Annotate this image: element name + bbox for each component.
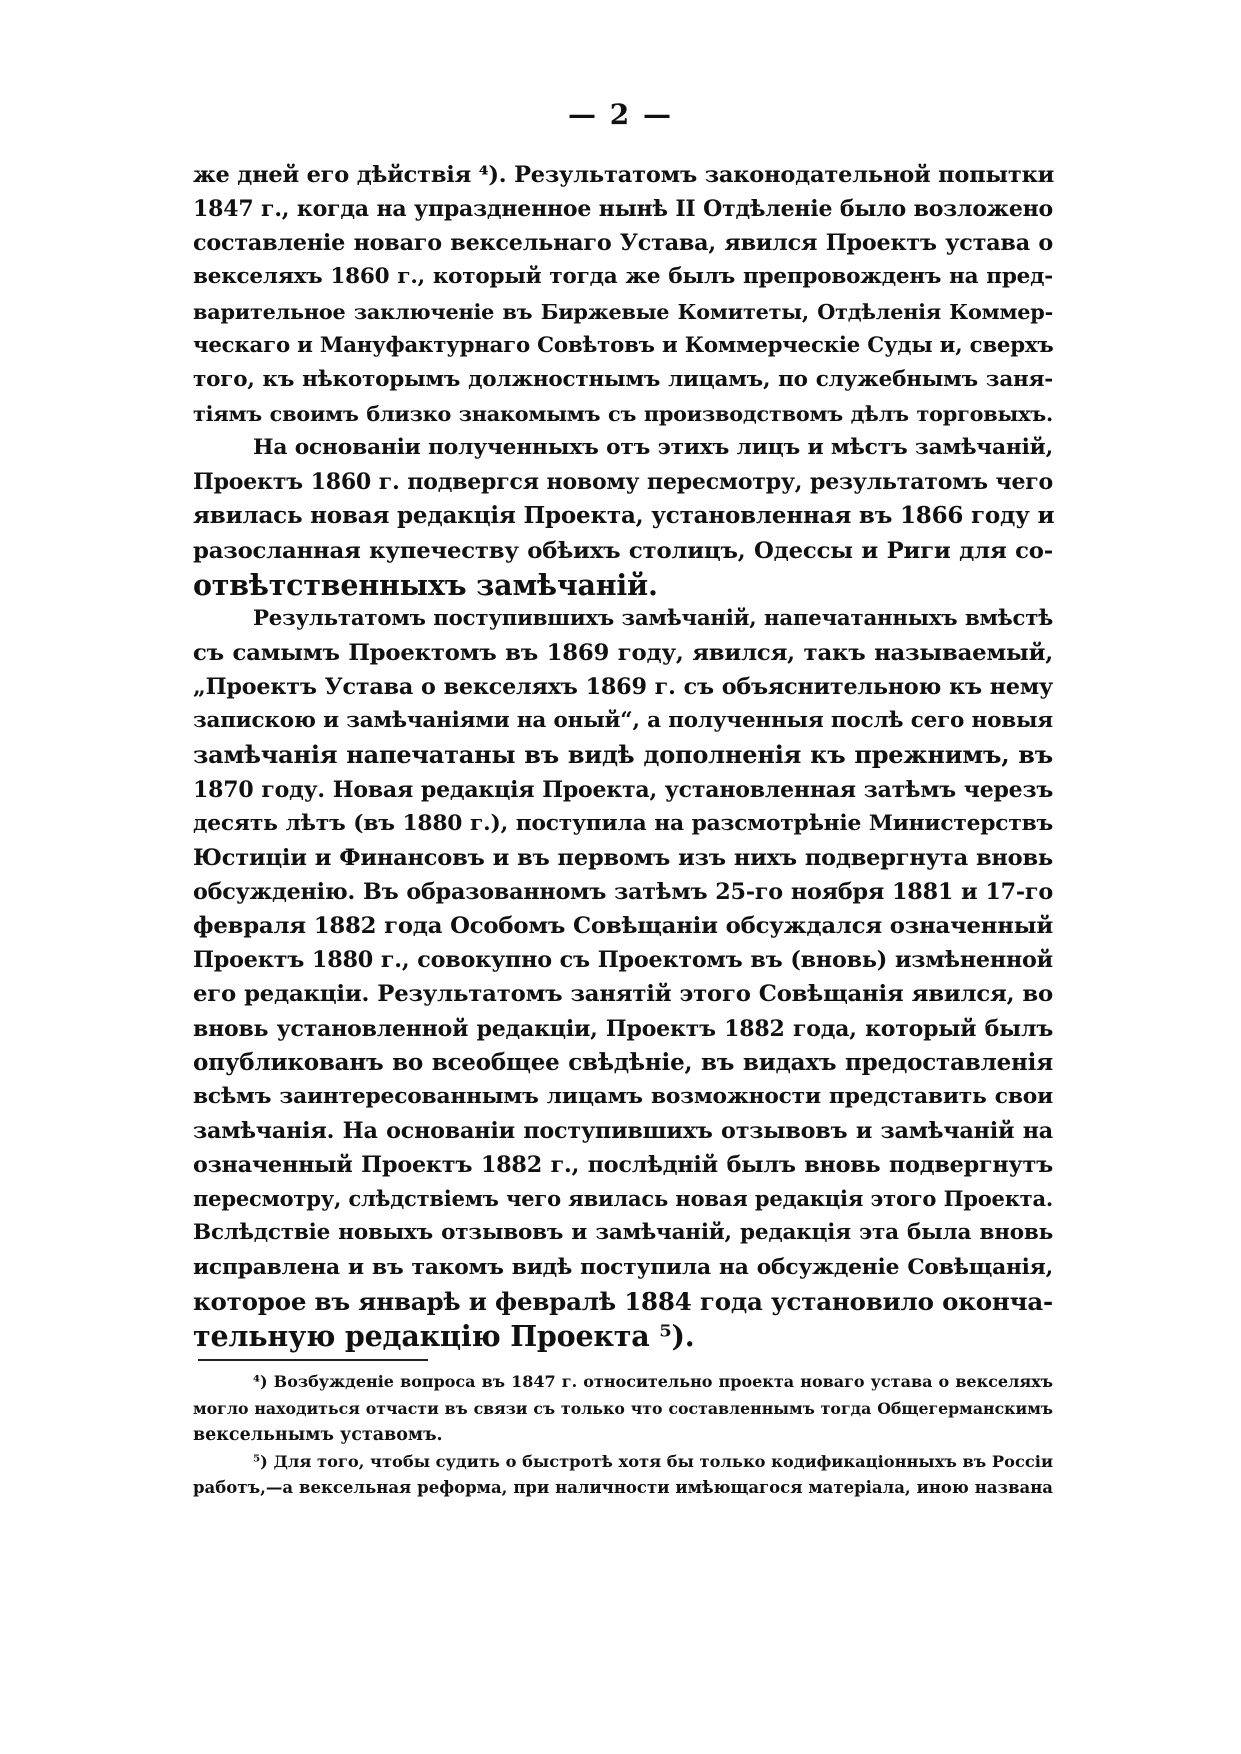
footnote-line: могло находиться отчасти въ связи съ только что составленнымъ тогда Общегерманскимъ: [193, 1398, 1053, 1418]
text-line: „Проектъ Устава о векселяхъ 1869 г. съ объяснительною къ нему: [193, 674, 1053, 701]
paragraph-start-line: Результатомъ поступившихъ замѣчаній, напечатанныхъ вмѣстѣ: [253, 605, 1053, 631]
footnotes: [193, 1369, 1053, 1502]
page-number: — 2 —: [568, 98, 673, 131]
text-line: того, къ нѣкоторымъ должностнымъ лицамъ, по служебнымъ заня-: [193, 366, 1053, 392]
text-line: его редакціи. Результатомъ занятій этого Совѣщанія явился, во: [193, 981, 1053, 1008]
text-line: вновь установленной редакціи, Проектъ 1882 года, который былъ: [193, 1015, 1053, 1042]
text-line: 1847 г., когда на упраздненное нынѣ II Отдѣленіе было возложено: [193, 196, 1053, 223]
footnote-line: ⁵) Для того, чтобы судить о быстротѣ хотя бы только кодификаціонныхъ въ Россіи: [253, 1451, 1054, 1471]
text-line: обсужденію. Въ образованномъ затѣмъ 25-го ноября 1881 и 17-го: [193, 878, 1053, 905]
body-text: [193, 158, 1053, 1353]
text-line: всѣмъ заинтересованнымъ лицамъ возможности представить свои: [193, 1083, 1053, 1109]
text-line: Юстиціи и Финансовъ и въ первомъ изъ нихъ подвергнута вновь: [193, 844, 1053, 871]
text-line: пересмотру, слѣдствіемъ чего явилась новая редакція этого Проекта.: [193, 1186, 1053, 1212]
text-line: 1870 году. Новая редакція Проекта, установленная затѣмъ черезъ: [193, 776, 1053, 803]
text-line: варительное заключеніе въ Биржевые Комитеты, Отдѣленія Коммер-: [193, 299, 1053, 324]
text-line: Проектъ 1880 г., совокупно съ Проектомъ въ (вновь) измѣненной: [193, 947, 1053, 974]
text-line: же дней его дѣйствія ⁴). Результатомъ законодательной попытки: [193, 162, 1055, 188]
text-line: явилась новая редакція Проекта, установленная въ 1866 году и: [193, 502, 1055, 530]
text-line: замѣчанія напечатаны въ видѣ дополненія къ прежнимъ, въ: [193, 740, 1053, 770]
text-line: ческаго и Мануфактурнаго Совѣтовъ и Коммерческіе Суды и, сверхъ: [193, 332, 1054, 358]
text-line: исправлена и въ такомъ видѣ поступила на обсужденіе Совѣщанія,: [193, 1254, 1053, 1280]
text-line: запискою и замѣчаніями на оный“, а полученныя послѣ сего новыя: [193, 708, 1053, 734]
footnote-separator: [198, 1359, 428, 1361]
text-line: замѣчанія. На основаніи поступившихъ отзывовъ и замѣчаній на: [193, 1117, 1053, 1144]
paragraph-start-line: На основаніи полученныхъ отъ этихъ лицъ и мѣстъ замѣчаній,: [253, 435, 1053, 461]
paragraph-end-line: тельную редакцію Проекта ⁵).: [193, 1318, 695, 1353]
text-line: Проектъ 1860 г. подвергся новому пересмотру, результатомъ чего: [193, 469, 1053, 496]
text-line: тіямъ своимъ близко знакомымъ съ производствомъ дѣлъ торговыхъ.: [193, 401, 1053, 426]
text-line: векселяхъ 1860 г., который тогда же былъ препровожденъ на пред-: [193, 264, 1053, 290]
footnote-line: вексельнымъ уставомъ.: [193, 1425, 443, 1445]
text-line: опубликованъ во всеобщее свѣдѣніе, въ видахъ предоставленія: [193, 1048, 1053, 1076]
footnote-line: ⁴) Возбужденіе вопроса въ 1847 г. относительно проекта новаго устава о векселяхъ: [253, 1372, 1053, 1391]
text-line: составленіе новаго вексельнаго Устава, явился Проектъ устава о: [193, 230, 1053, 257]
text-line: съ самымъ Проектомъ въ 1869 году, явился, такъ называемый,: [193, 639, 1053, 666]
text-line: десять лѣтъ (въ 1880 г.), поступила на разсмотрѣніе Министерствъ: [193, 810, 1053, 836]
footnote-line: работъ,—а вексельная реформа, при наличности имѣющагося матеріала, иною названа: [193, 1478, 1053, 1497]
text-line: февраля 1882 года Особомъ Совѣщаніи обсуждался означенный: [193, 913, 1053, 940]
text-line: Вслѣдствіе новыхъ отзывовъ и замѣчаній, редакція эта была вновь: [193, 1220, 1053, 1246]
paragraph-end-line: отвѣтственныхъ замѣчаній.: [193, 567, 658, 602]
text-line: разосланная купечеству обѣихъ столицъ, Одессы и Риги для со-: [193, 537, 1053, 564]
text-line: которое въ январѣ и февралѣ 1884 года установило оконча-: [193, 1286, 1053, 1316]
text-line: означенный Проектъ 1882 г., послѣдній былъ вновь подвергнутъ: [193, 1152, 1053, 1179]
